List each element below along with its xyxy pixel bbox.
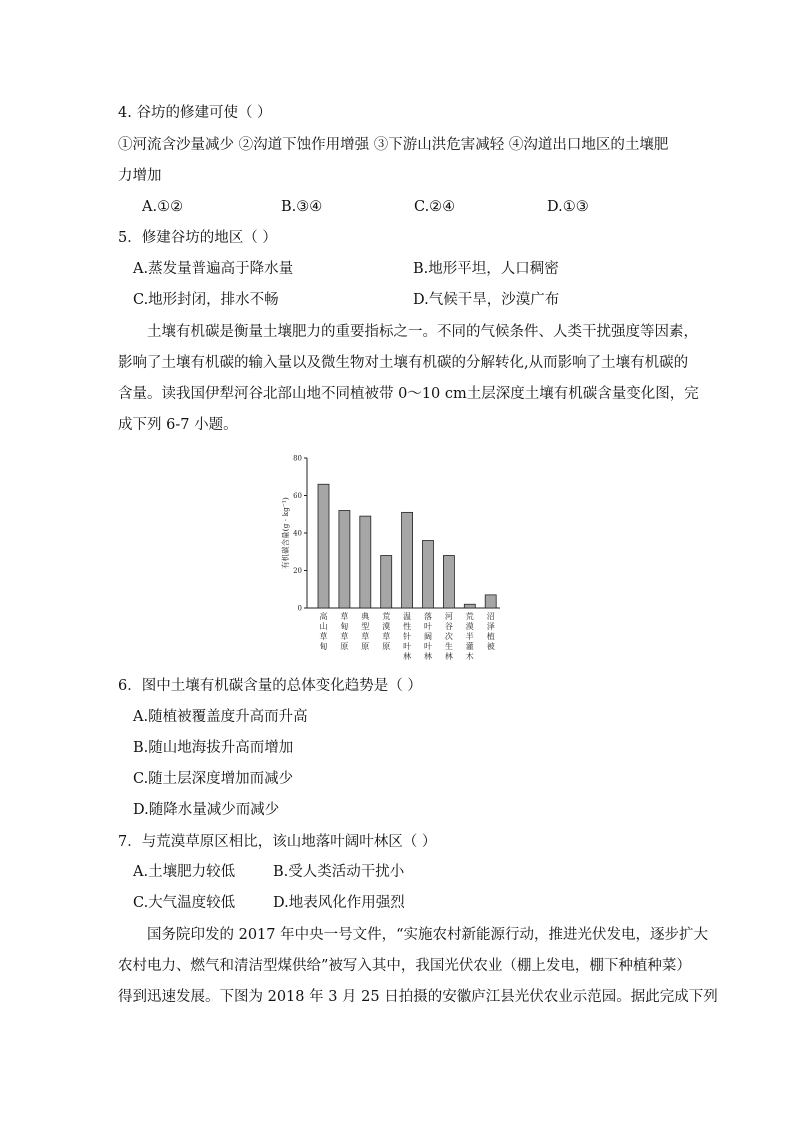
bar xyxy=(318,484,329,608)
x-category-label: 沼泽植被 xyxy=(486,612,495,651)
y-axis-label: 有机碳含量(g · kg⁻¹) xyxy=(281,497,290,569)
y-tick-label: 20 xyxy=(293,567,302,575)
x-category-label: 温性针叶林 xyxy=(403,612,412,661)
bar xyxy=(381,556,392,609)
q6-option-b: B.随山地海拔升高而增加 xyxy=(133,740,294,756)
bar xyxy=(464,604,475,608)
q7-option-a: A.土壤肥力较低 xyxy=(133,864,236,880)
passage2-line-1: 国务院印发的 2017 年中央一号文件，“实施农村新能源行动，推进光伏发电，逐步扩大 xyxy=(147,927,709,943)
x-category-label: 典型草原 xyxy=(361,612,370,651)
soil-organic-carbon-bar-chart xyxy=(270,450,520,665)
passage1-line-1: 土壤有机碳是衡量土壤肥力的重要指标之一。不同的气候条件、人类干扰强度等因素， xyxy=(147,324,698,340)
q4-statements-line-2: 力增加 xyxy=(118,168,162,184)
x-category-label: 荒漠草原 xyxy=(382,612,391,651)
x-category-label: 河谷次生林 xyxy=(444,612,453,661)
q4-stem: 4. 谷坊的修建可使（ ） xyxy=(118,105,272,121)
q5-option-b: B.地形平坦，人口稠密 xyxy=(413,261,559,277)
q4-option-a: A.①② xyxy=(142,199,184,215)
q5-option-a: A.蒸发量普遍高于降水量 xyxy=(133,261,294,277)
passage2-line-2: 农村电力、燃气和清洁型煤供给”被写入其中，我国光伏农业（棚上发电，棚下种植种菜） xyxy=(118,958,691,974)
q5-option-d: D.气候干旱，沙漠广布 xyxy=(413,292,560,308)
y-tick-label: 80 xyxy=(293,454,302,463)
q4-statements-line-1: ①河流含沙量减少 ②沟道下蚀作用增强 ③下游山洪危害减轻 ④沟道出口地区的土壤肥 xyxy=(118,137,669,153)
q5-stem: 5．修建谷坊的地区（ ） xyxy=(118,230,277,246)
y-tick-label: 0 xyxy=(297,604,302,613)
passage1-line-3: 含量。读我国伊犁河谷北部山地不同植被带 0～10 cm土层深度土壤有机碳含量变化图，完 xyxy=(118,386,699,402)
passage2-line-3: 得到迅速发展。下图为 2018 年 3 月 25 日拍摄的安徽庐江县光伏农业示范园。据此完成下列 xyxy=(118,989,718,1005)
y-tick-label: 60 xyxy=(293,492,302,500)
bar xyxy=(402,512,413,608)
y-tick-label: 40 xyxy=(293,529,302,538)
bar xyxy=(443,556,454,609)
q6-stem: 6．图中土壤有机碳含量的总体变化趋势是（ ） xyxy=(118,678,422,694)
passage1-line-4: 成下列 6-7 小题。 xyxy=(118,417,238,433)
q6-option-a: A.随植被覆盖度升高而升高 xyxy=(133,709,308,725)
x-category-label: 落叶阔叶林 xyxy=(424,612,432,661)
q7-option-d: D.地表风化作用强烈 xyxy=(273,895,405,911)
bar xyxy=(485,595,496,608)
x-category-label: 草甸草原 xyxy=(340,612,349,651)
q7-option-c: C.大气温度较低 xyxy=(133,895,236,911)
passage1-line-2: 影响了土壤有机碳的输入量以及微生物对土壤有机碳的分解转化,从而影响了土壤有机碳的 xyxy=(118,355,689,371)
bar xyxy=(360,516,371,608)
q5-option-c: C.地形封闭，排水不畅 xyxy=(133,292,279,308)
x-category-label: 荒漠半灌木 xyxy=(465,612,474,661)
q7-option-b: B.受人类活动干扰小 xyxy=(273,864,405,880)
q7-stem: 7．与荒漠草原区相比，该山地落叶阔叶林区（ ） xyxy=(118,834,437,850)
q4-option-b: B.③④ xyxy=(281,199,323,215)
bar xyxy=(423,541,434,609)
q4-option-d: D.①③ xyxy=(547,199,589,215)
x-category-label: 高山草甸 xyxy=(319,612,328,651)
q6-option-c: C.随土层深度增加而减少 xyxy=(133,771,294,787)
bar xyxy=(339,511,350,609)
q6-option-d: D.随降水量减少而减少 xyxy=(133,802,280,818)
q4-option-c: C.②④ xyxy=(414,199,456,215)
